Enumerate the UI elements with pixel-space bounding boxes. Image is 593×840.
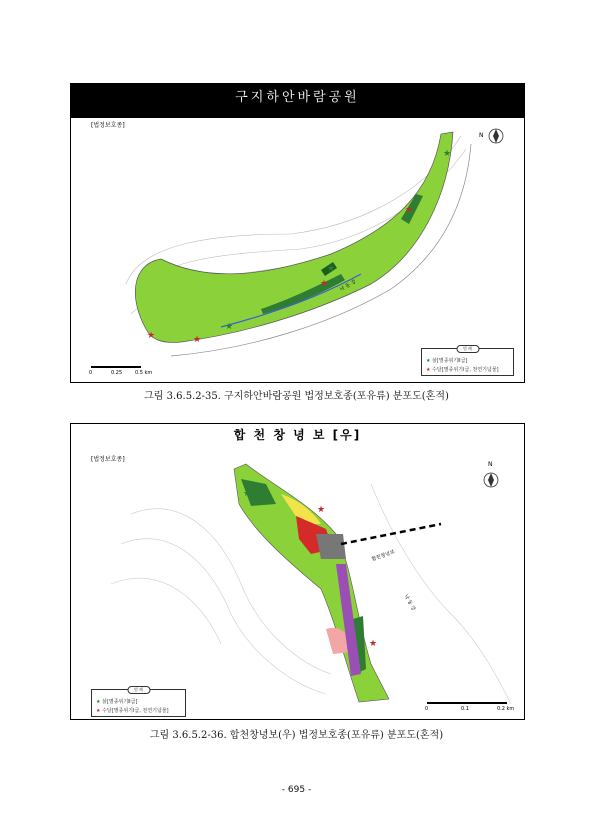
legend-item-otter: 수달[멸종위기Ⅰ급, 천연기념물] xyxy=(432,367,499,373)
north-label: N xyxy=(479,132,484,139)
page-number: - 695 - xyxy=(281,785,312,795)
weir-label: 합천창녕보 xyxy=(370,549,396,563)
svg-text:★: ★ xyxy=(242,489,252,499)
legend: 범 례 ★ 삵[멸종위기Ⅱ급] ★ 수달[멸종위기Ⅰ급, 천연기념물] xyxy=(421,348,514,376)
legend-item-wildcat: 삵[멸종위기Ⅱ급] xyxy=(102,699,138,705)
svg-text:★: ★ xyxy=(316,505,326,515)
park-map-drawing xyxy=(71,84,525,383)
river-label: 낙 동 강 xyxy=(338,278,358,293)
north-label: N xyxy=(488,461,493,468)
svg-text:★: ★ xyxy=(224,322,234,332)
legend-item-otter: 수달[멸종위기Ⅰ급, 천연기념물] xyxy=(102,708,169,714)
legend-title: 범 례 xyxy=(127,686,150,694)
map-title: 합 천 창 녕 보 [우] xyxy=(233,428,362,442)
section-tag: [법정보호종] xyxy=(91,456,125,463)
otter-star: ★ xyxy=(442,149,452,159)
svg-text:★: ★ xyxy=(326,264,336,274)
svg-text:★: ★ xyxy=(319,279,329,289)
legend-item-wildcat: 삵[멸종위기Ⅱ급] xyxy=(432,358,468,364)
map-figure-2: 합 천 창 녕 보 [우] [법정보호종] ★ ★ ★ N 합천창녕보 낙 동 강 범 례 ★ 삵[멸종위기Ⅱ급] ★ 수달[멸종위기Ⅰ급, 천연기념물] 0 0.1 0.2 km xyxy=(70,423,525,720)
figure-caption-1: 그림 3.6.5.2-35. 구지하안바람공원 법정보호종(포유류) 분포도(혼적) xyxy=(144,391,449,402)
legend: 범 례 ★ 삵[멸종위기Ⅱ급] ★ 수달[멸종위기Ⅰ급, 천연기념물] xyxy=(91,689,186,717)
section-tag: [법정보호종] xyxy=(91,122,125,129)
weir-map-drawing xyxy=(71,424,525,720)
map-title: 구지하안바람공원 xyxy=(71,84,524,118)
svg-text:★: ★ xyxy=(404,205,414,215)
svg-text:★: ★ xyxy=(192,335,202,345)
svg-text:★: ★ xyxy=(368,639,378,649)
figure-caption-2: 그림 3.6.5.2-36. 합천창녕보(우) 법정보호종(포유류) 분포도(혼적) xyxy=(149,730,444,741)
svg-text:★: ★ xyxy=(146,331,156,341)
river-label: 낙 동 강 xyxy=(402,593,417,612)
legend-title: 범 례 xyxy=(456,345,479,353)
map-figure-1: 구지하안바람공원 [법정보호종] ★ ★ ★ ★ ★ ★ ★ N 낙 동 강 범 례 ★ 삵[멸종위기Ⅱ급] ★ 수달[멸종위기Ⅰ급, 천연기념물] 0 0.25 0.5 km xyxy=(70,83,525,383)
